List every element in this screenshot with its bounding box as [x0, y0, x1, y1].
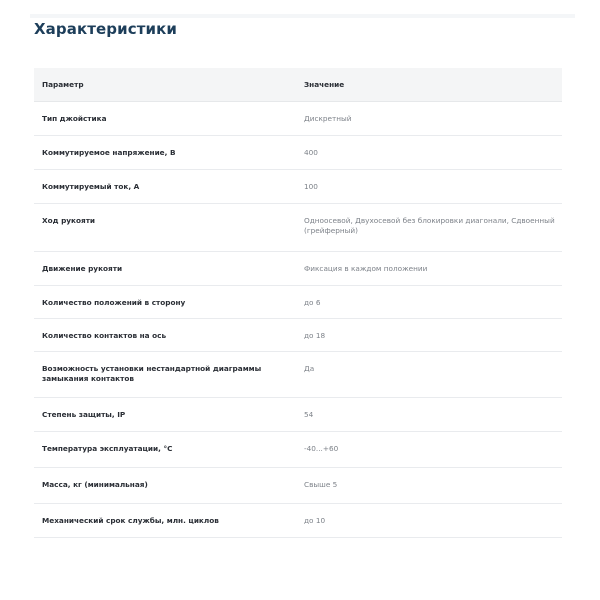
row-param: Движение рукояти	[42, 264, 123, 273]
row-value: до 10	[304, 516, 326, 525]
table-row	[34, 432, 562, 468]
table-header-row	[34, 68, 562, 102]
row-param: Тип джойстика	[42, 114, 107, 123]
table-row	[34, 170, 562, 204]
table-row	[34, 319, 562, 352]
row-value: 400	[304, 148, 318, 157]
row-param: Коммутируемый ток, А	[42, 182, 140, 191]
table-row	[34, 252, 562, 286]
row-value: Одноосевой, Двухосевой без блокировки диагонали, Сдвоенный (грейферный)	[304, 216, 555, 235]
row-param: Количество контактов на ось	[42, 331, 167, 340]
row-value: -40...+60	[304, 444, 339, 453]
row-value: 100	[304, 182, 318, 191]
section-title: Характеристики	[34, 20, 178, 38]
table-row	[34, 136, 562, 170]
table-row	[34, 468, 562, 504]
row-param: Степень защиты, IP	[42, 410, 126, 419]
row-value: до 6	[304, 298, 321, 307]
row-value: 54	[304, 410, 314, 419]
row-value: Фиксация в каждом положении	[304, 264, 428, 273]
row-value: Дискретный	[304, 114, 352, 123]
row-param: Ход рукояти	[42, 216, 96, 225]
row-param: Коммутируемое напряжение, В	[42, 148, 176, 157]
table-row	[34, 286, 562, 319]
row-param: Количество положений в сторону	[42, 298, 186, 307]
table-row	[34, 102, 562, 136]
table-row	[34, 398, 562, 432]
table-row	[34, 352, 562, 398]
row-value: Да	[304, 364, 315, 373]
row-param: Механический срок службы, млн. циклов	[42, 516, 219, 525]
table-row	[34, 204, 562, 252]
header-param: Параметр	[42, 79, 84, 89]
row-value: Свыше 5	[304, 480, 338, 489]
row-param: Температура эксплуатации, °С	[42, 444, 173, 453]
row-value: до 18	[304, 331, 326, 340]
header-value: Значение	[304, 79, 345, 89]
top-divider	[30, 14, 575, 18]
table-row	[34, 504, 562, 538]
row-param: Возможность установки нестандартной диаграммы замыкания контактов	[42, 364, 262, 383]
row-param: Масса, кг (минимальная)	[42, 480, 148, 489]
specs-table	[34, 68, 562, 538]
